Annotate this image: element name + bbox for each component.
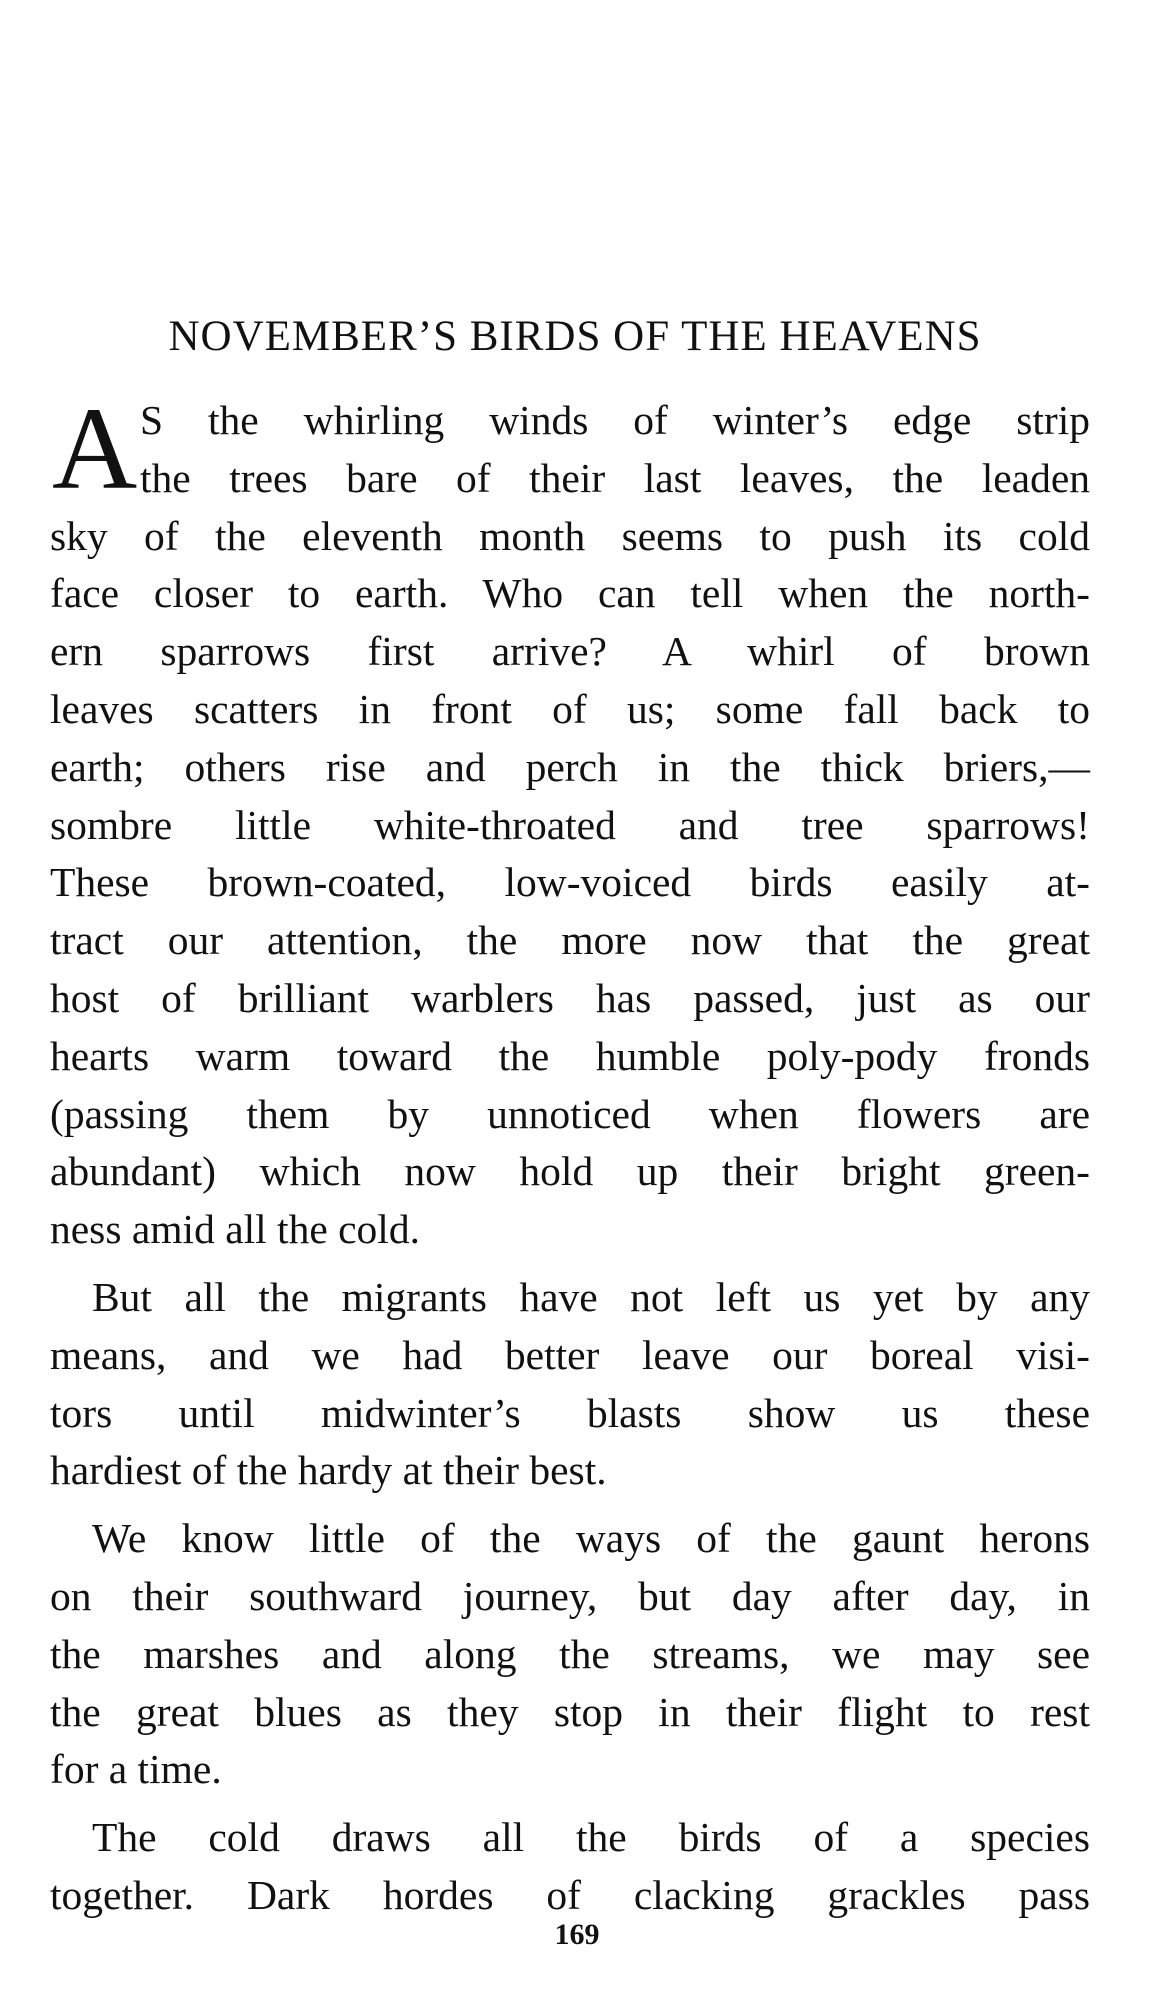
paragraph-gap	[50, 1799, 1090, 1809]
text-line: means, and we had better leave our boreal visi-	[50, 1331, 1090, 1378]
text-line: sky of the eleventh month seems to push its cold	[50, 512, 1090, 559]
text-line: tors until midwinter’s blasts show us these	[50, 1389, 1090, 1436]
paragraph-gap	[50, 1500, 1090, 1510]
body-text	[50, 383, 1090, 1925]
text-line: (passing them by unnoticed when flowers are	[50, 1090, 1090, 1137]
text-line: hearts warm toward the humble poly-pody fronds	[50, 1032, 1090, 1079]
text-line: sombre little white-throated and tree sparrows!	[50, 801, 1090, 848]
page-number: 169	[554, 1918, 600, 1951]
text-line: together. Dark hordes of clacking grackles pass	[50, 1871, 1090, 1918]
text-line: These brown-coated, low-voiced birds easily at-	[50, 859, 1090, 906]
text-line: for a time.	[50, 1746, 222, 1793]
text-line: ness amid all the cold.	[50, 1206, 420, 1253]
text-line: leaves scatters in front of us; some fall back to	[50, 685, 1090, 732]
paragraph	[50, 1809, 1090, 1925]
chapter-title: NOVEMBER’S BIRDS OF THE HEAVENS	[168, 313, 982, 360]
text-line: But all the migrants have not left us yet by any	[92, 1273, 1090, 1320]
text-line: We know little of the ways of the gaunt herons	[92, 1515, 1090, 1562]
text-line: abundant) which now hold up their bright green-	[50, 1148, 1090, 1195]
text-line: tract our attention, the more now that the great	[50, 917, 1090, 964]
paragraph-gap	[50, 1259, 1090, 1269]
text-line: hardiest of the hardy at their best.	[50, 1447, 607, 1494]
text-line: ern sparrows first arrive? A whirl of brown	[50, 628, 1090, 675]
text-line: earth; others rise and perch in the thick briers,—	[50, 743, 1090, 790]
text-line: on their southward journey, but day after day, in	[50, 1572, 1090, 1619]
drop-cap-initial: A	[52, 383, 138, 514]
text-line: The cold draws all the birds of a species	[92, 1814, 1090, 1861]
paragraph	[50, 1510, 1090, 1799]
paragraph	[50, 383, 1090, 1259]
text-line: face closer to earth. Who can tell when the north-	[50, 570, 1090, 617]
text-line: host of brilliant warblers has passed, just as our	[50, 974, 1090, 1021]
text-line: the trees bare of their last leaves, the leaden	[140, 454, 1090, 501]
text-line: the great blues as they stop in their flight to rest	[50, 1688, 1090, 1735]
text-line: the marshes and along the streams, we may see	[50, 1630, 1090, 1677]
text-line: S the whirling winds of winter’s edge strip	[140, 397, 1090, 443]
paragraph	[50, 1269, 1090, 1500]
